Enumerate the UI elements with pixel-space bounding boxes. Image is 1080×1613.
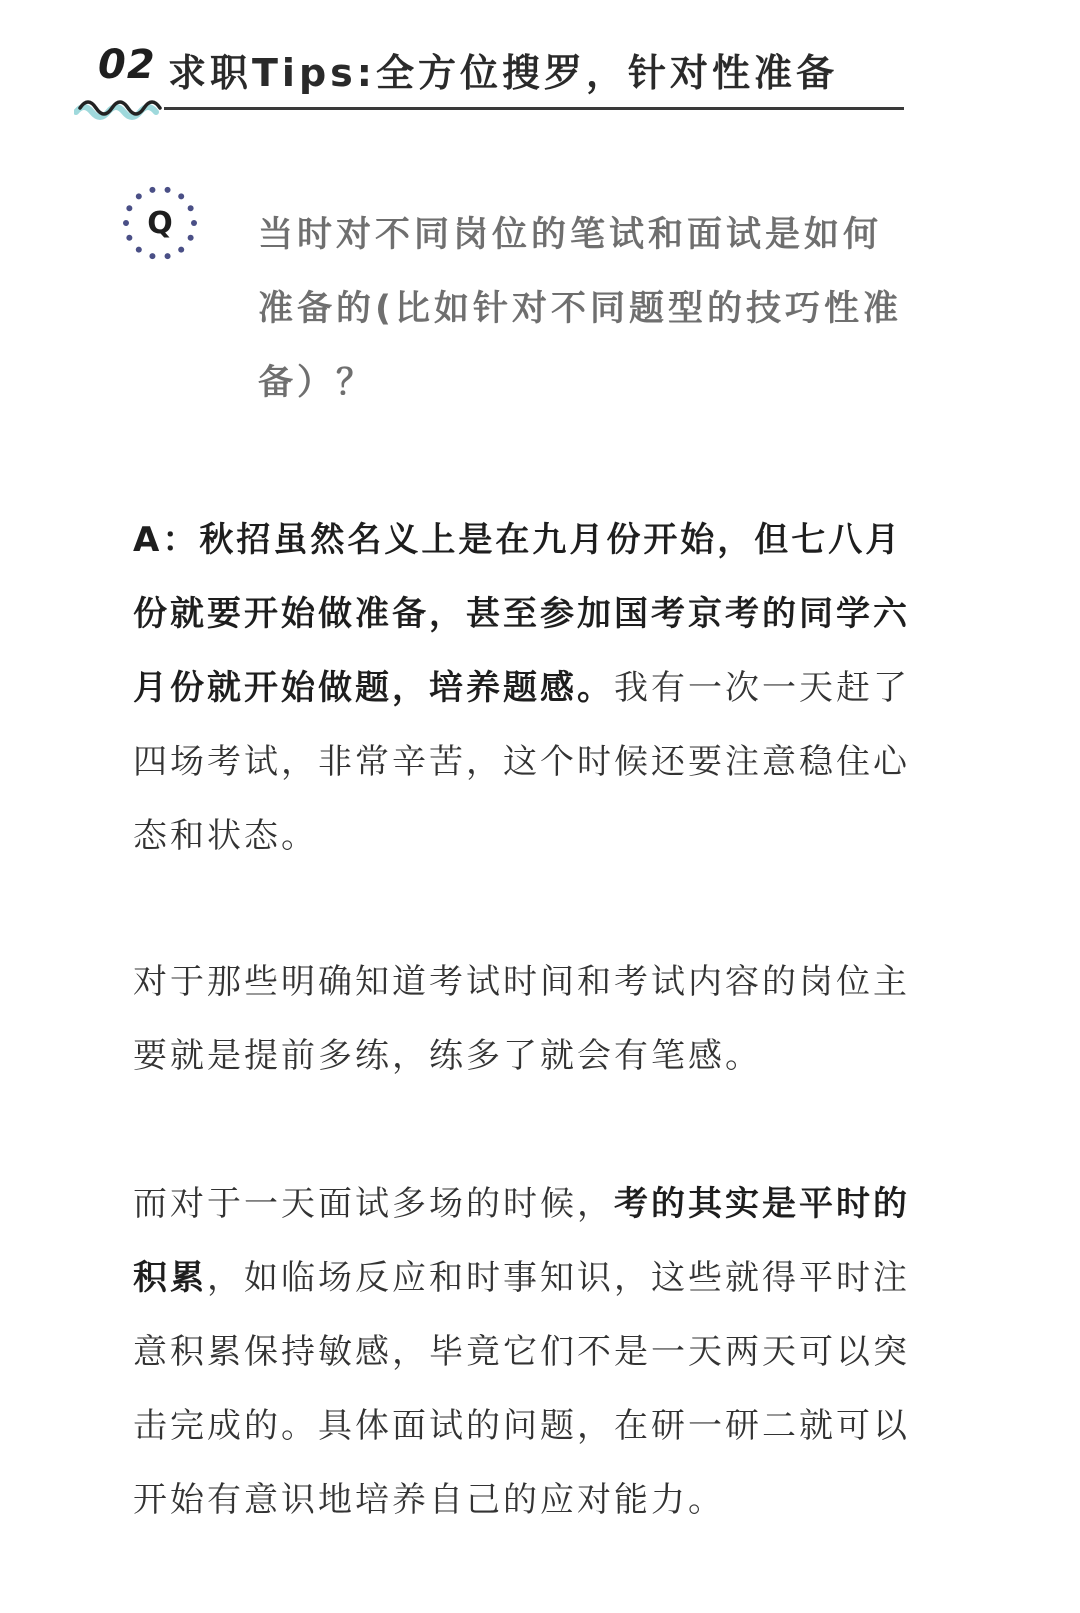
answer-paragraph-3 bbox=[133, 1167, 923, 1537]
answer-paragraph-3-normal-before: 而对于一天面试多场的时候， bbox=[133, 1184, 614, 1224]
answer-paragraph-1-normal: 我有一次一天赶了四场考试，非常辛苦，这个时候还要注意稳住心态和状态。 bbox=[133, 668, 910, 856]
answer-paragraph-3-normal-after: ，如临场反应和时事知识，这些就得平时注意积累保持敏感，毕竟它们不是一天两天可以突击完成的。具体面试的问题，在研一研二就可以开始有意识地培养自己的应对能力。 bbox=[133, 1258, 910, 1520]
badge-dot bbox=[136, 193, 142, 199]
badge-dot bbox=[126, 235, 132, 241]
badge-dot bbox=[136, 247, 142, 253]
answer-paragraph-3-bold: 考的其实是平时的积累 bbox=[133, 1184, 910, 1298]
badge-dot bbox=[165, 253, 171, 259]
section-number: 02 bbox=[98, 42, 156, 88]
question-badge-letter: Q bbox=[147, 206, 173, 241]
badge-dot bbox=[149, 253, 155, 259]
badge-dot bbox=[188, 205, 194, 211]
section-header bbox=[74, 30, 904, 130]
answer-paragraph-2 bbox=[133, 945, 923, 1093]
badge-dot bbox=[178, 247, 184, 253]
badge-dot bbox=[191, 220, 197, 226]
header-divider bbox=[164, 107, 904, 110]
answer-paragraph-1-bold: A：秋招虽然名义上是在九月份开始，但七八月份就要开始做准备，甚至参加国考京考的同学六月份就开始做题，培养题感。 bbox=[133, 520, 910, 708]
badge-dot bbox=[123, 220, 129, 226]
question-badge-icon bbox=[120, 183, 200, 263]
question-text: 当时对不同岗位的笔试和面试是如何准备的(比如针对不同题型的技巧性准备）？ bbox=[258, 215, 902, 403]
section-title: 求职Tips:全方位搜罗，针对性准备 bbox=[168, 51, 838, 95]
badge-dot bbox=[188, 235, 194, 241]
badge-dot bbox=[165, 187, 171, 193]
badge-dot bbox=[178, 193, 184, 199]
badge-dot bbox=[149, 187, 155, 193]
badge-dot bbox=[126, 205, 132, 211]
answer-paragraph-1 bbox=[133, 503, 923, 873]
wave-decoration-icon bbox=[74, 90, 174, 120]
answer-paragraph-2-normal: 对于那些明确知道考试时间和考试内容的岗位主要就是提前多练，练多了就会有笔感。 bbox=[133, 962, 910, 1076]
